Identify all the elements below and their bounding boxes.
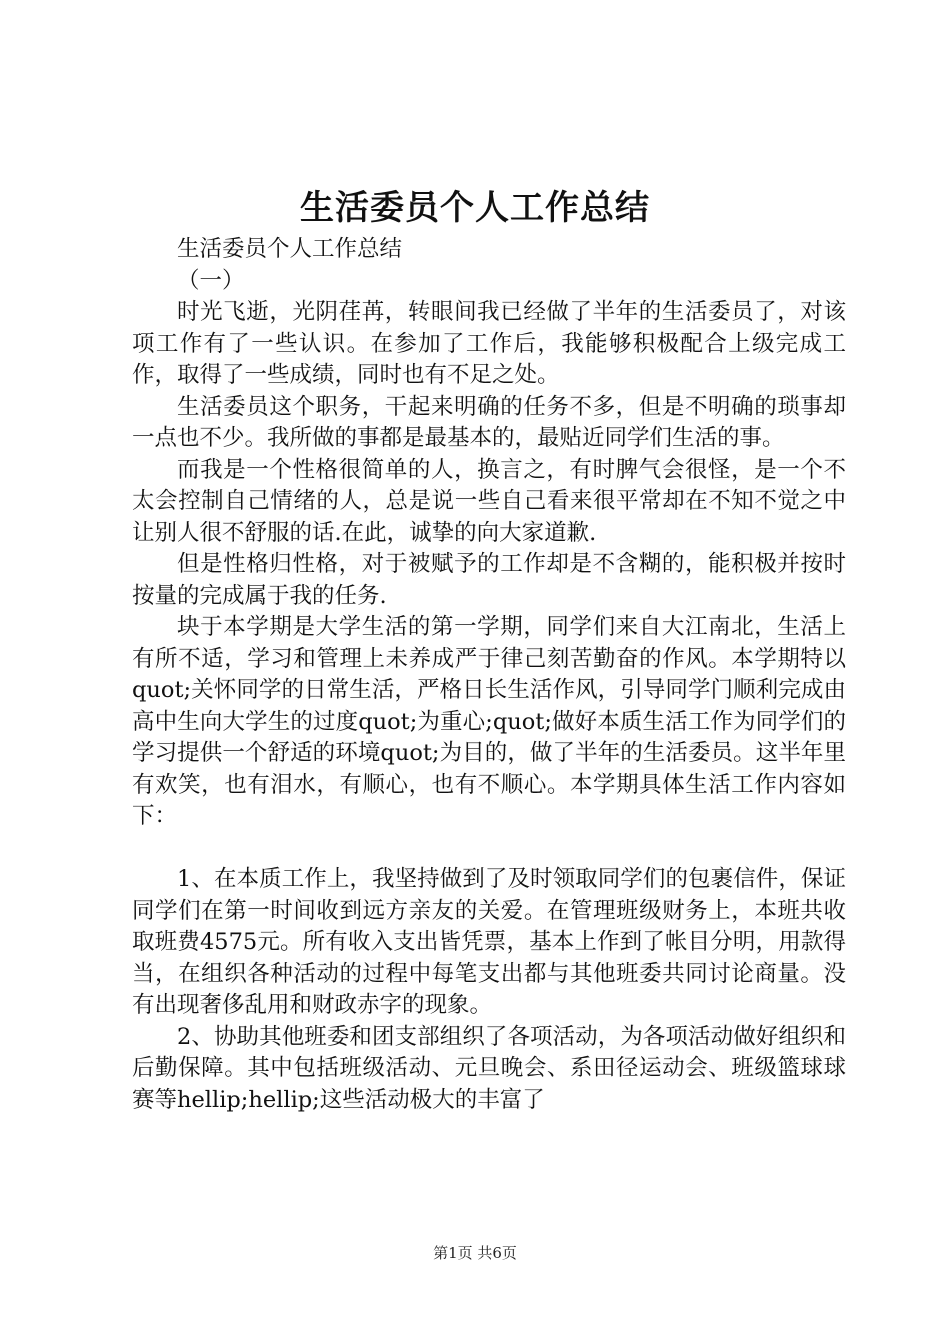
paragraph-item-2: 2、协助其他班委和团支部组织了各项活动，为各项活动做好组织和后勤保障。其中包括班级活动、元旦晚会、系田径运动会、班级篮球球赛等hellip;hellip;这些活动极大的丰富了	[132, 1023, 846, 1113]
document-subtitle: 生活委员个人工作总结	[177, 236, 403, 262]
page-footer: 第1页 共6页	[433, 1244, 517, 1262]
paragraph-5: 块于本学期是大学生活的第一学期，同学们来自大江南北，生活上有所不适，学习和管理上未养成严于律己刻苦勤奋的作风。本学期特以quot;关怀同学的日常生活，严格日长生活作风，引导同学门顺利完成由高中生向大学生的过度quot;为重心;quot;做好本质生活工作为同学们的学习提供一个舒适的环境quot;为目的，做了半年的生活委员。这半年里有欢笑，也有泪水，有顺心，也有不顺心。本学期具体生活工作内容如下：	[132, 614, 846, 829]
paragraph-2: 生活委员这个职务，干起来明确的任务不多，但是不明确的琐事却一点也不少。我所做的事都是最基本的，最贴近同学们生活的事。	[132, 393, 846, 451]
paragraph-4: 但是性格归性格，对于被赋予的工作却是不含糊的，能积极并按时按量的完成属于我的任务.	[132, 551, 846, 609]
paragraph-1: 时光飞逝，光阴荏苒，转眼间我已经做了半年的生活委员了，对该项工作有了一些认识。在参加了工作后，我能够积极配合上级完成工作，取得了一些成绩，同时也有不足之处。	[132, 299, 846, 388]
paragraph-3: 而我是一个性格很简单的人，换言之，有时脾气会很怪，是一个不太会控制自己情绪的人，总是说一些自己看来很平常却在不知不觉之中让别人很不舒服的话.在此，诚挚的向大家道歉.	[132, 456, 846, 546]
paragraph-item-1: 1、在本质工作上，我坚持做到了及时领取同学们的包裹信件，保证同学们在第一时间收到远方亲友的关爱。在管理班级财务上，本班共收取班费4575元。所有收入支出皆凭票，基本上作到了帐目分明，用款得当，在组织各种活动的过程中每笔支出都与其他班委共同讨论商量。没有出现奢侈乱用和财政赤字的现象。	[132, 866, 846, 1018]
document-body	[132, 234, 846, 1116]
section-mark: （一）	[177, 267, 245, 294]
document-title: 生活委员个人工作总结	[300, 188, 650, 228]
